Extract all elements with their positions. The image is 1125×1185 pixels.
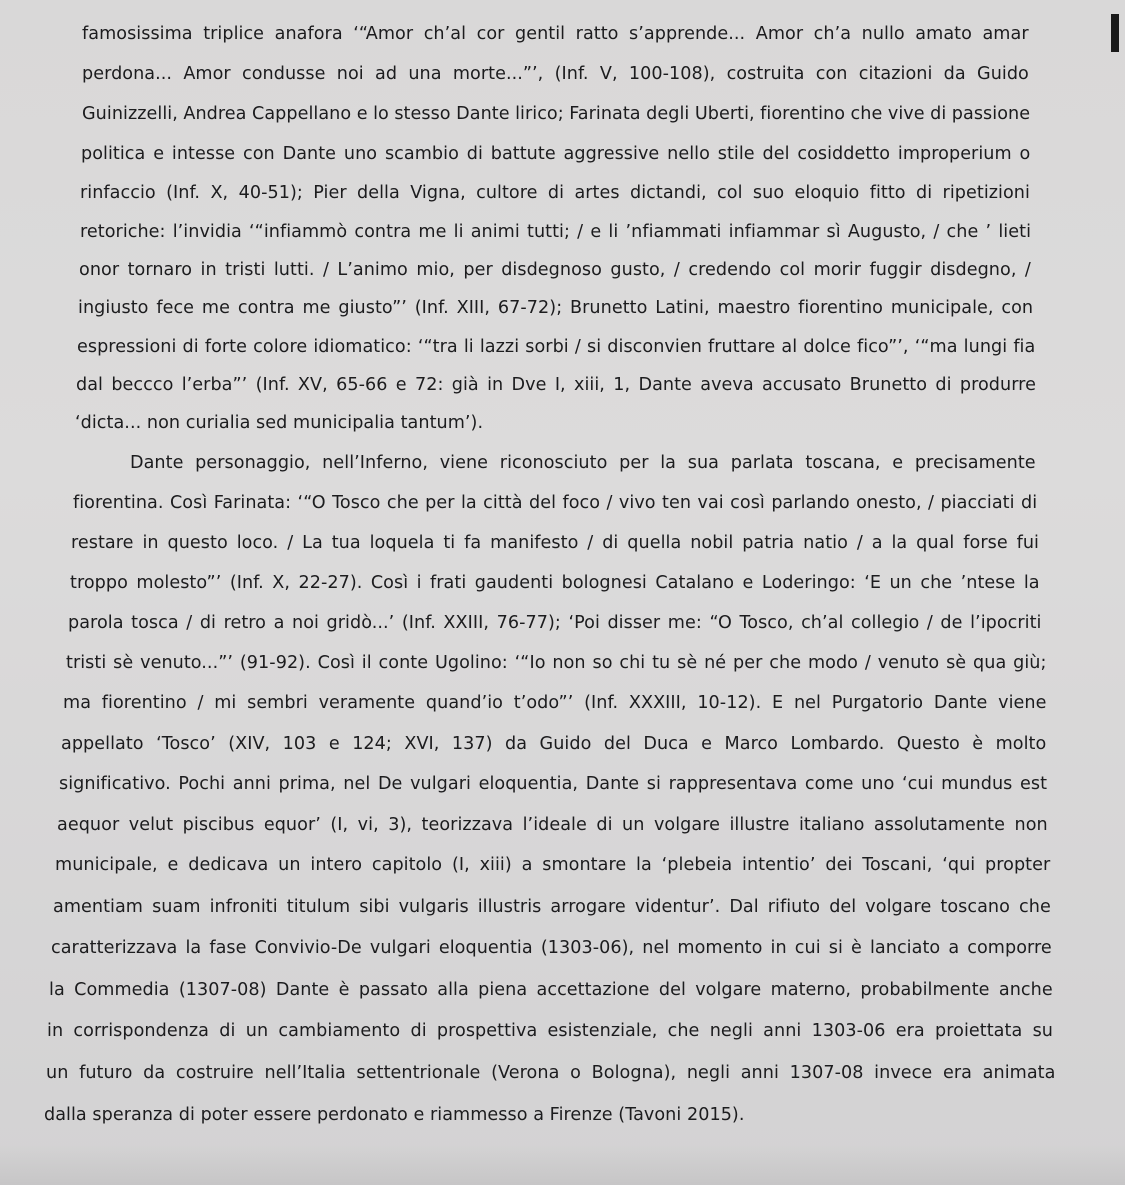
text-line: amentiam suam infroniti titulum sibi vulgaris illustris arrogare videntur’. Dal rifiuto del volgare toscano che: [53, 897, 1051, 917]
page-shadow: [0, 1145, 1125, 1185]
text-line: in corrispondenza di un cambiamento di prospettiva esistenziale, che negli anni 1303-06 era proiettata su: [47, 1021, 1053, 1041]
text-line: significativo. Pochi anni prima, nel De vulgari eloquentia, Dante si rappresentava come uno ‘cui mundus est: [59, 774, 1048, 794]
text-line: retoriche: l’invidia ‘“infiammò contra me li animi tutti; / e li ’nfiammati infiammar sì Augusto, / che ’ lieti: [80, 222, 1032, 242]
text-line: tristi sè venuto...”’ (91-92). Così il conte Ugolino: ‘“Io non so chi tu sè né per che modo / venuto sè qua giù;: [66, 653, 1047, 673]
text-line: ‘dicta... non curialia sed municipalia tantum’).: [75, 413, 484, 433]
text-line: politica e intesse con Dante uno scambio di battute aggressive nello stile del cosiddetto improperium o: [81, 144, 1031, 164]
text-line: rinfaccio (Inf. X, 40-51); Pier della Vigna, cultore di artes dictandi, col suo eloquio fitto di ripetizioni: [80, 183, 1030, 203]
text-line: appellato ‘Tosco’ (XIV, 103 e 124; XVI, 137) da Guido del Duca e Marco Lombardo. Questo è molto: [61, 734, 1047, 754]
text-line: la Commedia (1307-08) Dante è passato alla piena accettazione del volgare materno, probabilmente anche: [49, 980, 1053, 1000]
text-line: un futuro da costruire nell’Italia settentrionale (Verona o Bologna), negli anni 1307-08 invece era animata: [46, 1063, 1056, 1083]
text-line: dalla speranza di poter essere perdonato e riammesso a Firenze (Tavoni 2015).: [44, 1105, 745, 1125]
text-line: municipale, e dedicava un intero capitolo (I, xiii) a smontare la ‘plebeia intentio’ dei Toscani, ‘qui propter: [55, 855, 1051, 875]
text-line: famosissima triplice anafora ‘“Amor ch’al cor gentil ratto s’apprende... Amor ch’a nullo amato amar: [82, 24, 1029, 44]
text-line: caratterizzava la fase Convivio-De vulgari eloquentia (1303-06), nel momento in cui si è lanciato a comporre: [51, 938, 1052, 958]
text-line: parola tosca / di retro a noi gridò...’ (Inf. XXIII, 76-77); ‘Poi disser me: “O Tosco, ch’al collegio / de l’ipocriti: [68, 613, 1042, 633]
text-line: onor tornaro in tristi lutti. / L’animo mio, per disdegnoso gusto, / credendo col morir fuggir disdegno, /: [79, 260, 1031, 280]
text-line: fiorentina. Così Farinata: ‘“O Tosco che per la città del foco / vivo ten vai così parlando onesto, / piacciati di: [73, 493, 1038, 513]
text-line: restare in questo loco. / La tua loquela ti fa manifesto / di quella nobil patria natio / a la qual forse fui: [71, 533, 1039, 553]
page-edge-mark: [1111, 14, 1119, 52]
text-line: perdona... Amor condusse noi ad una morte...”’, (Inf. V, 100-108), costruita con citazioni da Guido: [82, 64, 1029, 84]
text-line: troppo molesto”’ (Inf. X, 22-27). Così i frati gaudenti bolognesi Catalano e Loderingo: ‘E un che ’ntese la: [70, 573, 1040, 593]
text-line: ingiusto fece me contra me giusto”’ (Inf. XIII, 67-72); Brunetto Latini, maestro fiorentino municipale, con: [78, 298, 1034, 318]
text-line: ma fiorentino / mi sembri veramente quand’io t’odo”’ (Inf. XXXIII, 10-12). E nel Purgatorio Dante viene: [63, 693, 1047, 713]
text-line: espressioni di forte colore idiomatico: ‘“tra li lazzi sorbi / si disconvien fruttare al dolce fico”’, ‘“ma lungi fia: [77, 337, 1036, 357]
text-line: aequor velut piscibus equor’ (I, vi, 3), teorizzava l’ideale di un volgare illustre italiano assolutamente non: [57, 815, 1048, 835]
text-line: Guinizzelli, Andrea Cappellano e lo stesso Dante lirico; Farinata degli Uberti, fiorentino che vive di passione: [82, 104, 1031, 124]
text-line: Dante personaggio, nell’Inferno, viene riconosciuto per la sua parlata toscana, e precisamente: [130, 453, 1036, 473]
text-line: dal beccco l’erba”’ (Inf. XV, 65-66 e 72: già in Dve I, xiii, 1, Dante aveva accusato Brunetto di produrre: [76, 375, 1036, 395]
